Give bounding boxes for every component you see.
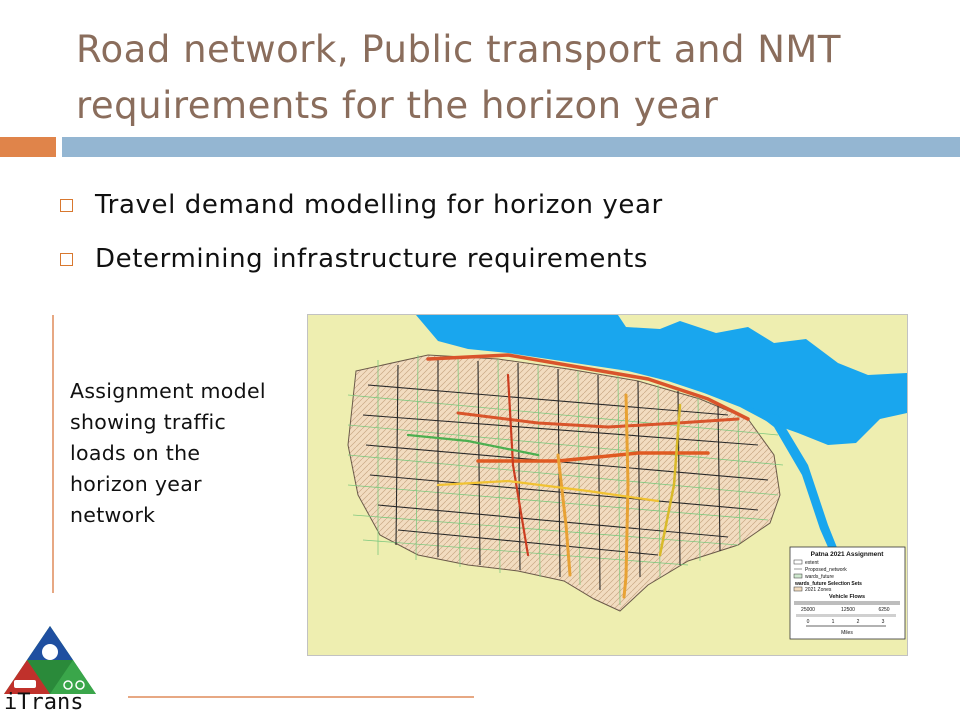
slide-title: Road network, Public transport and NMT requirements for the horizon year [76, 28, 841, 127]
legend-flow-value: 12500 [841, 607, 855, 613]
legend-item: wards_future [805, 574, 834, 580]
footer-divider [128, 696, 474, 698]
title-divider-bar [62, 137, 960, 157]
assignment-map [307, 314, 908, 656]
legend-flow-value: 25000 [801, 607, 815, 613]
legend-scale-value: 1 [831, 619, 835, 625]
map-caption: Assignment model showing traffic loads on the horizon year network [70, 379, 266, 527]
square-bullet-icon [60, 253, 73, 266]
legend-flows-title: Vehicle Flows [828, 594, 866, 600]
legend-scale-value: 2 [856, 619, 860, 625]
bullet-item [56, 232, 663, 286]
square-bullet-icon [60, 199, 73, 212]
map-legend [790, 547, 905, 639]
logo-wordmark: iTrans [4, 690, 84, 715]
legend-item: extent [805, 560, 819, 566]
legend-scale-value: 0 [806, 619, 810, 625]
bullet-list [56, 178, 663, 286]
bullet-text: Travel demand modelling for horizon year [95, 190, 663, 220]
title-accent-bar [0, 137, 56, 157]
bullet-text: Determining infrastructure requirements [95, 244, 649, 274]
legend-scale-value: 3 [881, 619, 885, 625]
legend-scale-unit: Miles [841, 630, 853, 636]
caption-divider [52, 315, 54, 593]
legend-flow-value: 6250 [878, 607, 890, 613]
legend-selection-title: wards_future Selection Sets [795, 581, 862, 587]
legend-item: Proposed_network [805, 567, 847, 573]
legend-title: Patna 2021 Assignment [810, 551, 884, 558]
bullet-item [56, 178, 663, 232]
legend-zones-label: 2021 Zones [805, 587, 832, 593]
